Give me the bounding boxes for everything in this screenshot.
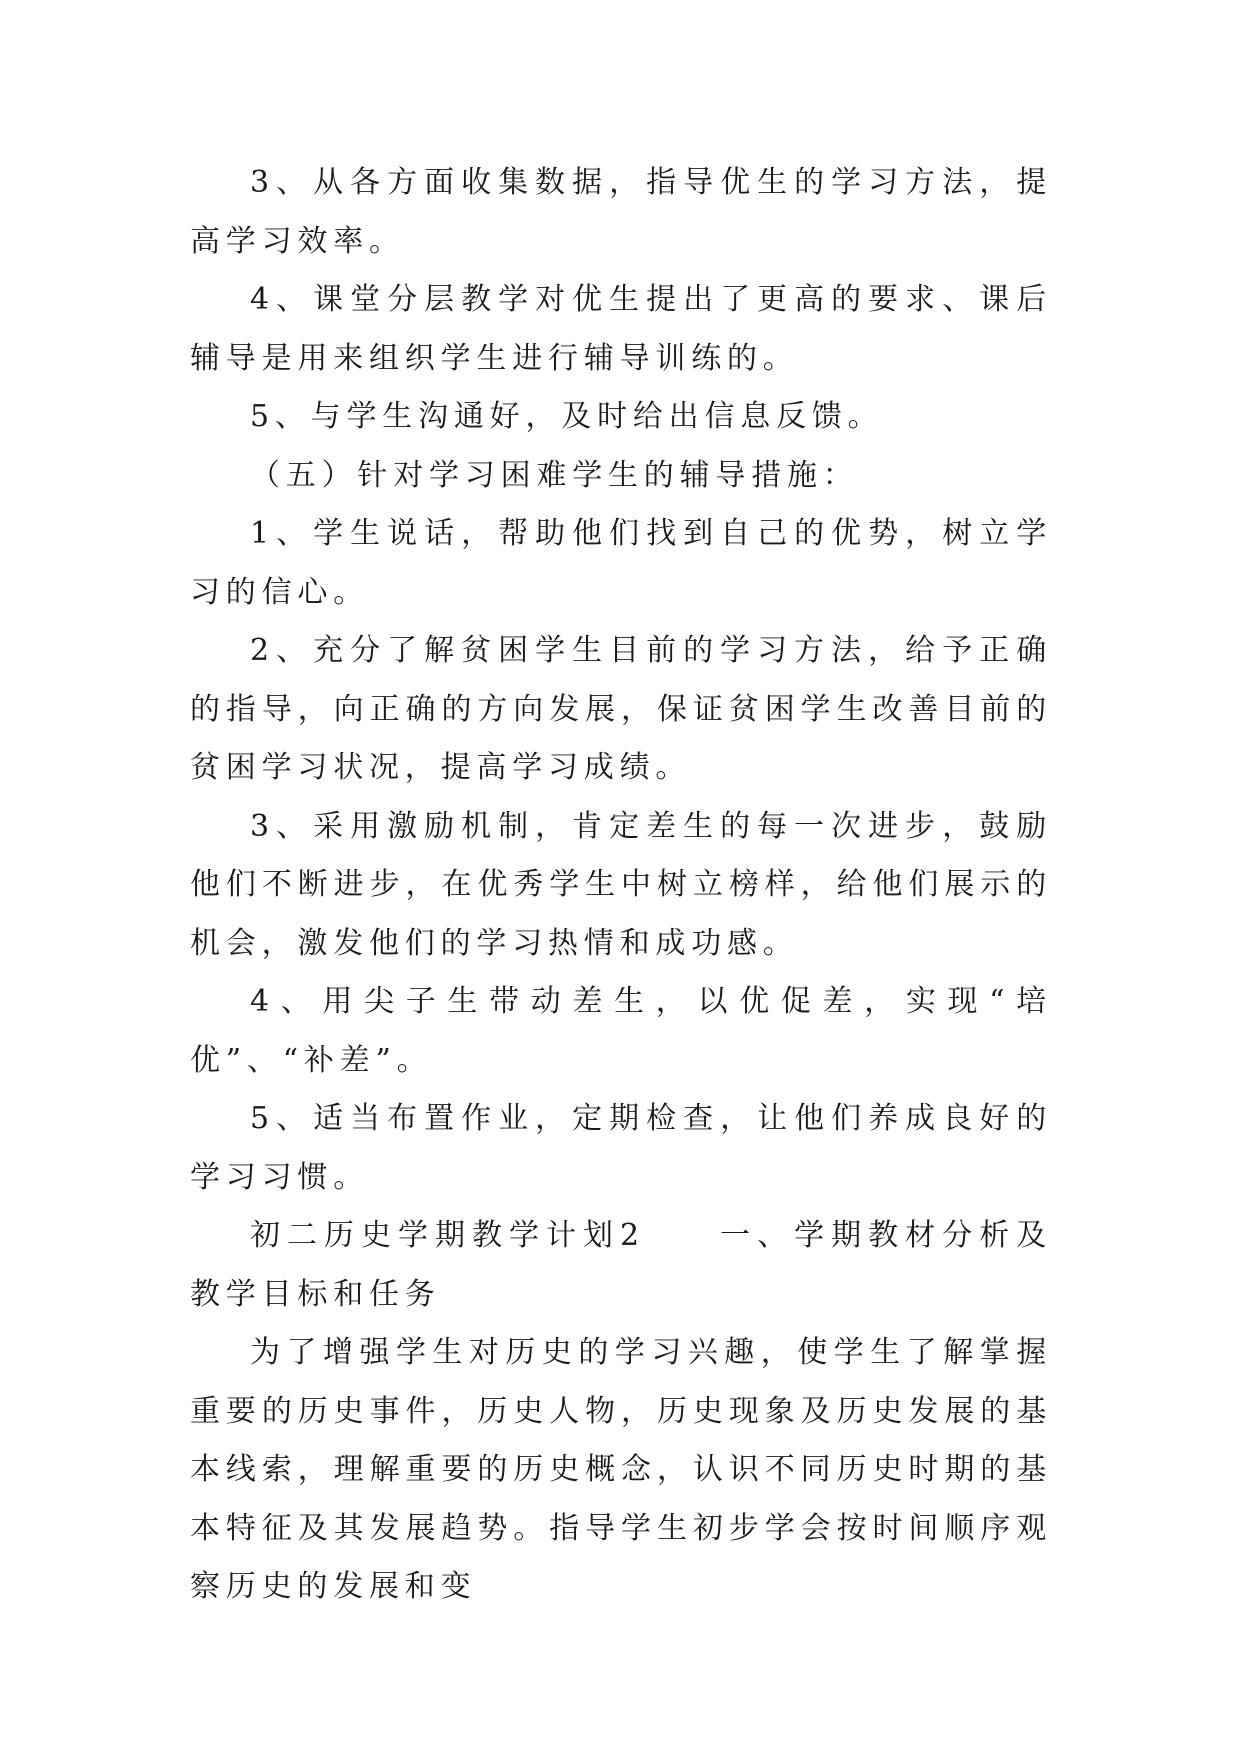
document-body <box>190 154 1052 1617</box>
paragraph-item-3-incentives: 3、采用激励机制，肯定差生的每一次进步，鼓励他们不断进步，在优秀学生中树立榜样，给他们展示的机会，激发他们的学习热情和成功感。 <box>190 808 1052 961</box>
paragraph-goals: 为了增强学生对历史的学习兴趣，使学生了解掌握重要的历史事件，历史人物，历史现象及历史发展的基本线索，理解重要的历史概念，认识不同历史时期的基本特征及其发展趋势。指导学生初步学会按时间顺序观察历史的发展和变 <box>190 1335 1052 1604</box>
paragraph-item-1-confidence: 1、学生说话，帮助他们找到自己的优势，树立学习的信心。 <box>190 516 1052 610</box>
paragraph-item-5-homework: 5、适当布置作业，定期检查，让他们养成良好的学习习惯。 <box>190 1101 1052 1195</box>
paragraph-item-4-layered-teaching: 4、课堂分层教学对优生提出了更高的要求、课后辅导是用来组织学生进行辅导训练的。 <box>190 282 1052 376</box>
paragraph-item-3-data-collection: 3、从各方面收集数据，指导优生的学习方法，提高学习效率。 <box>190 165 1052 259</box>
section-title-plan-2: 初二历史学期教学计划2 一、学期教材分析及教学目标和任务 <box>190 1218 1052 1312</box>
paragraph-item-4-peer-help: 4、用尖子生带动差生，以优促差，实现“培优”、“补差”。 <box>190 984 1052 1078</box>
paragraph-item-5-communication: 5、与学生沟通好，及时给出信息反馈。 <box>250 399 884 434</box>
paragraph-item-2-study-methods: 2、充分了解贫困学生目前的学习方法，给予正确的指导，向正确的方向发展，保证贫困学生改善目前的贫困学习状况，提高学习成绩。 <box>190 633 1052 785</box>
section-heading-struggling-students: （五）针对学习困难学生的辅导措施： <box>250 457 859 493</box>
